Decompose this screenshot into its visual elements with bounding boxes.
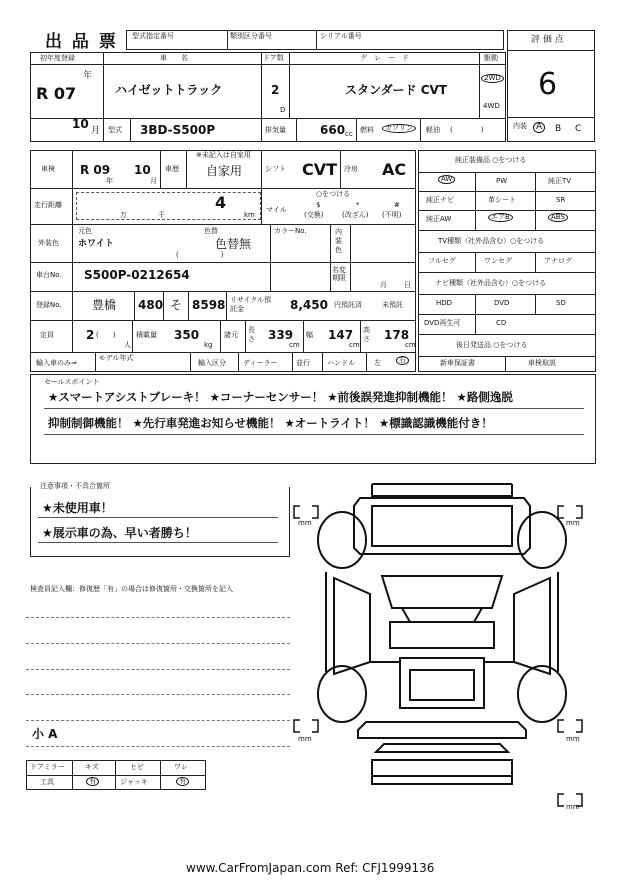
name-change-month: 月 [380,281,387,289]
chassis-label: 車台No. [36,271,62,279]
capacity-paren: ( ) [96,331,116,339]
item-crack: ヒビ [130,763,144,771]
later-warranty: 新車保証書 [440,359,475,367]
length-value: 339 [268,328,294,342]
item-jack: ジャッキ [120,778,148,786]
navi-cd: CD [496,319,507,327]
car-name: ハイゼットトラック [115,83,223,97]
recycle-unit: 円預託済 [334,301,362,309]
item-door-mirror: ドアミラー [30,763,65,771]
reg-kana: そ [170,298,183,312]
grade-label: グ レ ー ド [360,54,409,62]
mm-front-left: mm [298,519,312,527]
original-color: ホワイト [78,239,114,249]
model-year-label: モデル年式 [98,354,134,362]
mark-exchange: (交換) [304,211,324,219]
equip-tv: 純正TV [548,177,572,185]
drive-4wd: 4WD [483,102,500,110]
color-change-label: 色替 [204,227,218,235]
notes-line-1: ★未使用車！ [42,501,113,515]
later-ship-label: 後日発送品 ○をつける [456,341,528,349]
doors-label: ドア数 [263,54,284,62]
recycle-not: 未預託 [382,301,403,309]
import-dealer: ディーラー [243,359,278,367]
mileage-label: 走行距離 [34,201,62,209]
reg-number: 8598 [192,298,226,312]
model-label: 型式 [108,126,122,134]
equip-aw: AW [438,175,455,184]
navi-type-label: ナビ種類（社外品含む）○をつける [435,279,547,287]
inspection-label: 車検 [41,165,55,173]
length-unit: cm [289,341,300,349]
interior-label: 内装 [513,122,527,130]
model-code: 3BD-S500P [140,123,216,137]
later-manual: 車検取説 [528,359,556,367]
cc-unit: cc [345,130,353,138]
equip-sr: SR [556,196,566,204]
id-number-strip [126,30,504,50]
recycle-label: リサイクル預託金 [230,296,272,313]
color-change-paren: ( ) [176,251,224,259]
month-unit: 月 [91,126,101,136]
first-reg-label: 初年度登録 [40,54,75,62]
item-jack-present: 有 [176,777,189,786]
inspector-note: 小 A [32,727,58,741]
mark-hash: # [394,201,400,209]
ac-value: AC [382,160,407,179]
sales-point-label: セールスポイント [44,378,100,386]
height-label: 高さ [363,326,370,343]
fuel-light-oil: 軽油 [426,126,440,134]
load-unit: kg [204,341,213,349]
inspection-year-unit: 年 [106,177,113,185]
capacity-label: 定員 [40,331,54,339]
vehicle-damage-diagram [290,476,600,816]
type-no-label: 型式指定番号 [132,32,174,40]
original-color-label: 元色 [78,227,92,235]
length-label: 長さ [248,326,255,343]
usage-note: ※未記入は自家用 [196,151,251,159]
mileage-sen-unit: 千 [158,211,165,219]
reg-class: 480 [138,298,164,312]
interior-color-label: 内装色 [335,228,342,254]
truck-outline [318,484,566,784]
shift-label: シフト [265,165,286,173]
shift-value: CVT [302,160,338,179]
inspector-label: 検査員記入欄：修復歴「有」の場合は修復箇所・交換箇所を記入 [30,585,233,593]
interior-grade-a: A [533,122,545,133]
import-label: 輸入車のみ⇒ [36,359,77,367]
evaluation-score: 6 [538,67,558,102]
mileage-digit-boxes [76,192,261,220]
name-change-day: 日 [404,281,411,289]
mm-rear-right: mm [566,735,580,743]
mileage-km-unit: km [244,211,255,219]
grade: スタンダード CVT [345,83,447,97]
item-scratch: キズ [85,763,99,771]
navi-hdd: HDD [436,299,453,307]
footer-reference: www.CarFromJapan.com Ref: CFJ1999136 [186,861,435,875]
sales-point-line-2: 抑制制御機能！ ★先行車発進お知らせ機能！ ★オートライト！ ★標識認識機能付き！ [48,416,493,430]
ac-label: 冷房 [344,165,358,173]
fuel-other: ( ) [450,126,484,134]
mm-front-right: mm [566,519,580,527]
category-no-label: 類別区分番号 [230,32,272,40]
height-value: 178 [384,328,410,342]
item-tools: 工具 [40,778,54,786]
score-label: 評 価 点 [531,35,564,45]
equip-abs: ABS [548,213,568,222]
form-title: 出 品 票 [45,32,118,52]
usage-label: 車歴 [165,165,179,173]
interior-grade-c: C [575,124,582,134]
color-no-label: カラーNo. [274,227,307,235]
height-unit: cm [405,341,416,349]
car-name-label: 車 名 [160,54,188,62]
inspection-month-unit: 月 [150,177,157,185]
mark-unknown: (不明) [382,211,402,219]
drive-label: 駆動 [484,54,498,62]
handle-label: ハンドル [327,359,355,367]
mileage-value: 4 [215,193,227,212]
tv-type-label: TV種類（社外品含む）○をつける [438,237,545,245]
year-unit: 年 [83,71,93,81]
fuel-gasoline: ガソリン [382,124,416,133]
load-value: 350 [174,328,200,342]
item-tools-present: 有 [86,777,99,786]
interior-grade-b: B [555,124,562,134]
width-value: 147 [328,328,354,342]
reg-label: 登録No. [36,301,62,309]
mm-spare: mm [566,803,580,811]
equip-airbag: エアB [488,213,513,222]
mm-rear-left: mm [298,735,312,743]
chassis-number: S500P-0212654 [84,268,190,282]
door-suffix: D [280,106,286,114]
color-change-value: 色替無 [215,237,252,251]
name-change-label: 名変期限 [332,266,346,282]
mark-label: ○をつける [316,190,351,198]
reg-place: 豊橋 [92,298,117,312]
first-reg-year: R 07 [36,84,77,103]
serial-no-label: シリアル番号 [320,32,362,40]
mileage-man-unit: 万 [120,211,127,219]
load-label: 積載量 [136,331,157,339]
tv-analog: アナログ [544,257,572,265]
width-unit: cm [349,341,360,349]
mark-modified: (改ざん) [342,211,369,219]
inspection-month: 10 [134,163,151,177]
displacement-label: 排気量 [265,126,286,134]
handle-left: 左 [374,359,381,367]
capacity-value: 2 [86,328,95,342]
tv-fullseg: フルセグ [428,257,456,265]
navi-dvd: DVD [494,299,510,307]
color-label: 外装色 [38,239,59,247]
equip-leather: 革シート [488,196,516,204]
recycle-amount: 8,450 [290,298,328,312]
equip-navi: 純正ナビ [426,196,454,204]
displacement: 660 [320,123,346,137]
equip-std-aw: 純正AW [426,215,452,223]
notes-box [30,487,290,557]
import-parallel: 並行 [296,359,310,367]
door-count: 2 [271,83,280,97]
std-equip-label: 純正装備品 ○をつける [455,156,527,164]
drive-2wd: 2WD [481,74,504,83]
sales-point-line-1: ★スマートアシストブレーキ！ ★コーナーセンサー！ ★前後誤発進抑制機能！ ★路側逸脱 [48,390,513,404]
fuel-label: 燃料 [360,126,374,134]
equip-pw: PW [496,177,508,185]
import-cat-label: 輸入区分 [198,359,226,367]
mile-label: マイル [266,206,287,214]
item-break: ワレ [174,763,188,771]
mark-star: * [356,201,360,209]
usage-value: 自家用 [206,164,243,178]
dims-label: 諸元 [224,331,238,339]
handle-right: 右 [396,356,409,365]
navi-sd: SD [556,299,566,307]
capacity-unit: 人 [124,341,131,349]
notes-label: 注意事項・不具合箇所 [40,482,110,490]
mark-dollar: $ [316,201,321,209]
notes-line-2: ★展示車の為、早い者勝ち！ [42,526,197,540]
tv-oneseg: ワンセグ [484,257,512,265]
navi-dvd-play: DVD再生可 [424,319,461,327]
inspection-date: R 09 [80,163,111,177]
width-label: 幅 [306,331,313,339]
first-reg-month: 10 [72,117,89,131]
